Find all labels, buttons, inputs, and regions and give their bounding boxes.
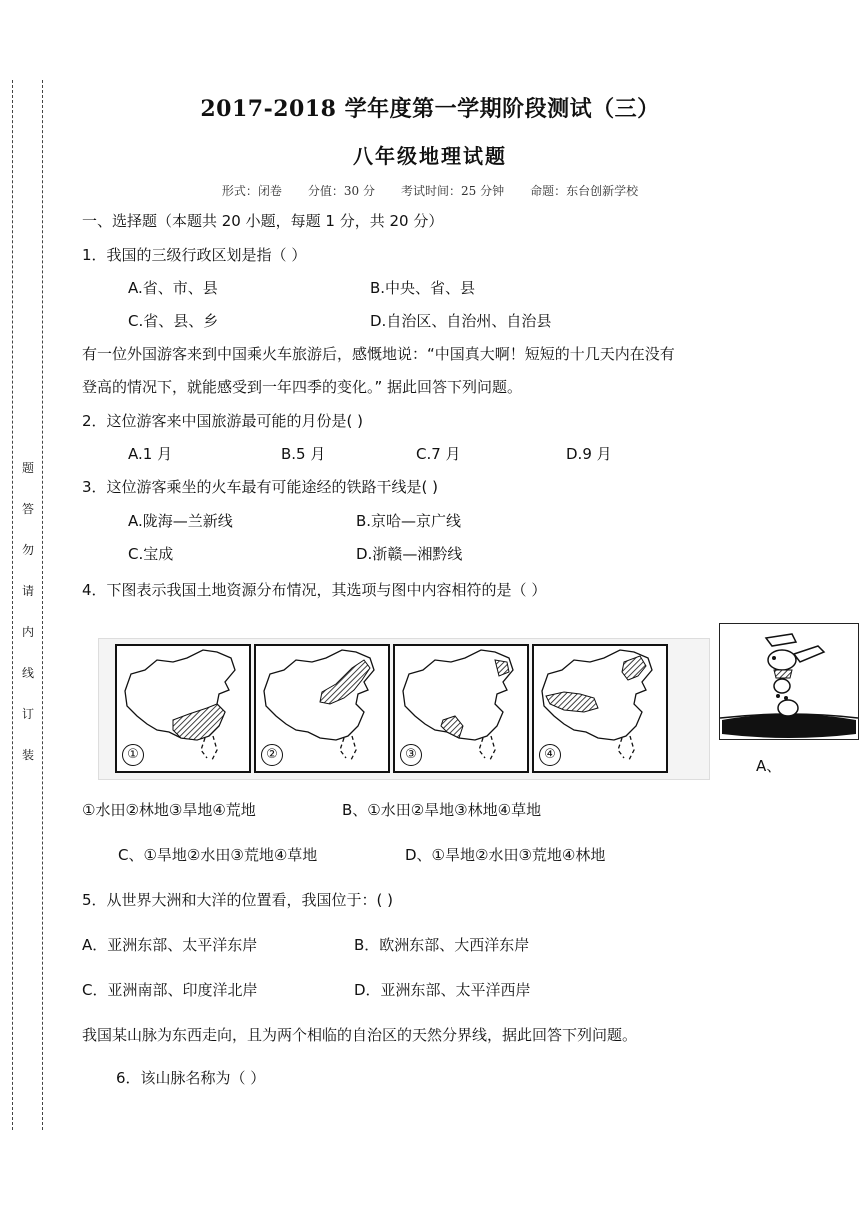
q5-option-d: D．亚洲东部、太平洋西岸 — [354, 981, 531, 999]
q1-option-a: A.省、市、县 — [128, 279, 218, 297]
binding-char: 装 — [21, 748, 34, 762]
q2-option-b: B.5 月 — [281, 445, 326, 463]
china-map-1 — [115, 644, 251, 773]
q1-option-c: C.省、县、乡 — [128, 312, 219, 330]
q1-option-d: D.自治区、自治州、自治县 — [370, 312, 552, 330]
meta-score: 分值：30 分 — [307, 184, 375, 198]
binding-char: 勿 — [21, 543, 34, 557]
binding-dashed-line — [42, 80, 43, 1130]
q3-option-c: C.宝成 — [128, 545, 174, 563]
q2-option-a: A.1 月 — [128, 445, 173, 463]
map-number: ④ — [539, 744, 561, 766]
q4-option-c: C、①旱地②水田③荒地④草地 — [118, 846, 318, 864]
q3-option-a: A.陇海—兰新线 — [128, 512, 233, 530]
passage-line: 我国某山脉为东西走向，且为两个相临的自治区的天然分界线，据此回答下列问题。 — [82, 1026, 638, 1044]
cartoon-caption: A、 — [756, 757, 782, 775]
meta-time: 考试时间：25 分钟 — [401, 184, 505, 198]
binding-char: 订 — [21, 707, 34, 721]
q5-option-b: B．欧洲东部、大西洋东岸 — [354, 936, 530, 954]
meta-author: 命题：东台创新学校 — [530, 184, 639, 198]
binding-dashed-line — [12, 80, 13, 1130]
q3-option-b: B.京哈—京广线 — [356, 512, 462, 530]
q3-option-d: D.浙赣—湘黔线 — [356, 545, 463, 563]
q4-option-d: D、①旱地②水田③荒地④林地 — [405, 846, 606, 864]
q4-stem: 4．下图表示我国土地资源分布情况，其选项与图中内容相符的是（ ） — [82, 581, 547, 599]
binding-margin-label — [18, 448, 38, 776]
passage-line: 有一位外国游客来到中国乘火车旅游后，感慨地说：“中国真大啊！短短的十几天内在没有 — [82, 345, 675, 363]
q5-option-c: C．亚洲南部、印度洋北岸 — [82, 981, 258, 999]
q2-option-c: C.7 月 — [416, 445, 461, 463]
map-number: ③ — [400, 744, 422, 766]
binding-char: 题 — [21, 461, 34, 475]
land-resource-maps — [98, 638, 710, 780]
exam-subtitle: 八年级地理试题 — [353, 144, 507, 168]
china-map-3 — [393, 644, 529, 773]
q3-stem: 3．这位游客乘坐的火车最有可能途经的铁路干线是( ) — [82, 478, 439, 496]
binding-char: 内 — [21, 625, 34, 639]
binding-char: 请 — [21, 584, 34, 598]
china-map-4 — [532, 644, 668, 773]
q2-stem: 2．这位游客来中国旅游最可能的月份是( ) — [82, 412, 364, 430]
q5-option-a: A．亚洲东部、太平洋东岸 — [82, 936, 258, 954]
q6-stem: 6．该山脉名称为（ ） — [116, 1069, 266, 1087]
binding-char: 答 — [21, 502, 34, 516]
q2-option-d: D.9 月 — [566, 445, 612, 463]
cartoon-image — [719, 623, 859, 740]
exam-title: 2017-2018 学年度第一学期阶段测试（三） — [200, 96, 660, 122]
q4-option-a: ①水田②林地③旱地④荒地 — [82, 801, 256, 819]
map-number: ① — [122, 744, 144, 766]
passage-line: 登高的情况下，就能感受到一年四季的变化。” 据此回答下列问题。 — [82, 378, 523, 396]
meta-format: 形式：闭卷 — [221, 184, 282, 198]
q1-option-b: B.中央、省、县 — [370, 279, 476, 297]
exam-meta — [0, 182, 860, 199]
q5-stem: 5．从世界大洲和大洋的位置看，我国位于：( ) — [82, 891, 394, 909]
map-number: ② — [261, 744, 283, 766]
binding-char: 线 — [21, 666, 34, 680]
q1-stem: 1．我国的三级行政区划是指（ ） — [82, 246, 307, 264]
section-heading: 一、选择题（本题共 20 小题，每题 1 分，共 20 分） — [82, 212, 444, 230]
q4-option-b: B、①水田②旱地③林地④草地 — [342, 801, 542, 819]
china-map-2 — [254, 644, 390, 773]
